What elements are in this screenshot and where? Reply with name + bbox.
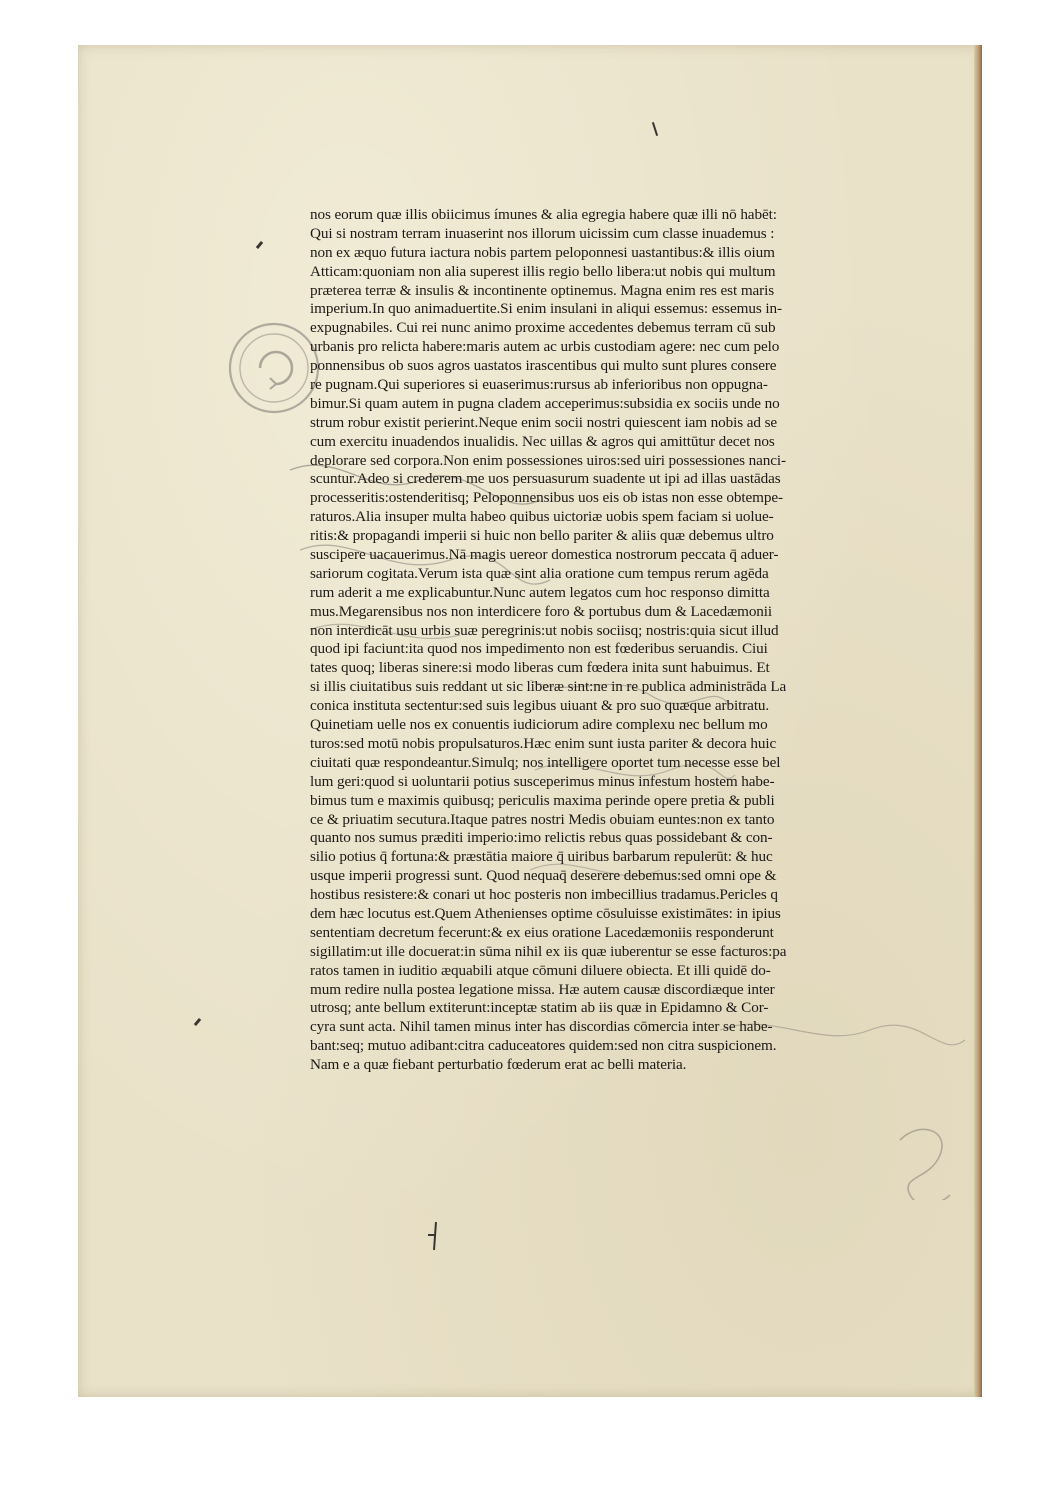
text-line: strum robur existit perierint.Neque enim socii nostri quiescent iam nobis ad se bbox=[310, 413, 778, 431]
text-line: Qui si nostram terram inuaserint nos illorum uicissim cum classe inuademus : bbox=[310, 224, 775, 242]
text-line: ce & priuatim secutura.Itaque patres nostri Medis obuiam euntes:non ex tanto bbox=[310, 810, 775, 828]
text-line: urbanis pro relicta habere:maris autem ac urbis custodiam agere: nec cum pelo bbox=[310, 338, 780, 356]
latin-text-column bbox=[310, 206, 958, 1075]
text-line: deplorare sed corpora.Non enim possessiones uiros:sed uiri possessiones nanci- bbox=[310, 451, 786, 469]
page-edge bbox=[974, 45, 982, 1397]
text-line: bant:seq; mutuo adibant:citra caduceatores quidem:sed non citra suspicionem. bbox=[310, 1037, 777, 1055]
text-line: sigillatim:ut ille docuerat:in sūma nihil ex iis quæ iuberentur se esse facturos:pa bbox=[310, 942, 787, 960]
text-line: Nam e a quæ fiebant perturbatio fœderum erat ac belli materia. bbox=[310, 1056, 687, 1074]
text-line: ritis:& propagandi imperii si huic non bello pariter & aliis quæ debemus ultro bbox=[310, 527, 774, 545]
text-line: bimus tum e maximis quibusq; periculis maxima perinde opere pretia & publi bbox=[310, 791, 775, 809]
text-line: imperium.In quo animaduertite.Si enim insulani in aliqui essemus: essemus in- bbox=[310, 300, 782, 318]
text-line: sententiam decretum fecerunt:& ex eius oratione Lacedæmoniis responderunt bbox=[310, 923, 774, 941]
text-line: mum redire nulla postea legatione missa. Hæ autem causæ discordiæque inter bbox=[310, 980, 775, 998]
text-line: si illis ciuitatibus suis reddant ut sic liberæ sint:ne in re publica administrāda La bbox=[310, 678, 787, 696]
text-line: utrosq; ante bellum extiterunt:inceptæ statim ab iis quæ in Epidamno & Cor- bbox=[310, 999, 769, 1017]
text-line: Quinetiam uelle nos ex conuentis iudiciorum adire complexu nec bellum mo bbox=[310, 716, 768, 734]
text-line: ratos tamen in iuditio æquabili atque cōmuni diluere obiecta. Et illi quidē do- bbox=[310, 961, 771, 979]
text-line: sariorum cogitata.Verum ista quæ sint alia oratione cum tempus rerum agēda bbox=[310, 564, 769, 582]
text-line: raturos.Alia insuper multa habeo quibus uictoriæ uobis spem faciam si uolue- bbox=[310, 508, 774, 526]
text-line: conica instituta sectentur:sed suis legibus uiuant & pro suo quæque arbitratu. bbox=[310, 697, 770, 715]
text-line: dem hæc locutus est.Quem Athenienses optime cōsuluisse existimātes: in ipius bbox=[310, 904, 781, 922]
text-line: tates quoq; liberas sinere:si modo liberas cum fœdera inita sunt habuimus. Et bbox=[310, 659, 770, 677]
text-line: præterea terræ & insulis & incontinente optinemus. Magna enim res est maris bbox=[310, 281, 775, 299]
text-line: non interdicāt usu urbis suæ peregrinis:ut nobis sociisq; nostris:quia sicut illud bbox=[310, 621, 779, 639]
text-line: turos:sed motū nobis propulsaturos.Hæc enim sunt iusta pariter & decora huic bbox=[310, 734, 777, 752]
text-line: re pugnam.Qui superiores si euaserimus:rursus ab inferioribus non oppugna- bbox=[310, 376, 768, 394]
ink-mark bbox=[428, 1234, 436, 1236]
text-line: lum geri:quod si uoluntarii potius susceperimus minus infestum hostem habe- bbox=[310, 772, 775, 790]
text-line: cum exercitu inuadendos inualidis. Nec uillas & agros qui amittūtur decet nos bbox=[310, 432, 775, 450]
text-line: non ex æquo futura iactura nobis partem peloponnesi uastantibus:& illis oium bbox=[310, 243, 775, 261]
text-line: expugnabiles. Cui rei nunc animo proxime accedentes debemus terram cū sub bbox=[310, 319, 776, 337]
text-line: nos eorum quæ illis obiicimus ímunes & alia egregia habere quæ illi nō habēt: bbox=[310, 206, 777, 223]
text-line: cyra sunt acta. Nihil tamen minus inter has discordias cōmercia inter se habe- bbox=[310, 1018, 773, 1036]
text-line: quanto nos sumus præditi imperio:imo relictis rebus quas possidebant & con- bbox=[310, 829, 773, 847]
text-line: mus.Megarensibus nos non interdicere foro & portubus dum & Lacedæmonii bbox=[310, 602, 773, 620]
text-line: processeritis:ostenderitisq; Peloponnensibus uos eis ob istas non esse obtempe- bbox=[310, 489, 783, 507]
text-line: ponnensibus ob suos agros uastatos irascentibus qui multo sunt plures consere bbox=[310, 357, 777, 375]
text-line: suscipere uacauerimus.Nā magis uereor domestica nostrorum peccata q̄ aduer- bbox=[310, 546, 779, 564]
text-line: bimur.Si quam autem in pugna cladem acceperimus:subsidia ex sociis unde no bbox=[310, 394, 780, 412]
text-line: usque imperii progressi sunt. Quod nequaq̄ deserere debemus:sed omni ope & bbox=[310, 867, 777, 885]
text-line: scuntur.Adeo si crederem me uos persuasurum suadente ut ipi ad illas uastādas bbox=[310, 470, 781, 488]
text-line: rum aderit a me explicabuntur.Nunc autem legatos cum hoc responso dimitta bbox=[310, 583, 770, 601]
text-line: hostibus resistere:& conari ut hoc posteris non imbecillius tradamus.Pericles q bbox=[310, 886, 778, 904]
text-line: silio potius q̄ fortuna:& præstātia maiore q̄ uiribus barbarum repulerūt: & huc bbox=[310, 848, 773, 866]
text-line: Atticam:quoniam non alia superest illis regio bello libera:ut nobis qui multum bbox=[310, 262, 776, 280]
text-line: ciuitati quæ respondeantur.Simulq; nos intelligere oportet tum necesse esse bel bbox=[310, 753, 781, 771]
text-line: quod ipi faciunt:ita quod nos impedimento non est fœderibus seruandis. Ciui bbox=[310, 640, 768, 658]
library-stamp-icon bbox=[224, 318, 324, 418]
